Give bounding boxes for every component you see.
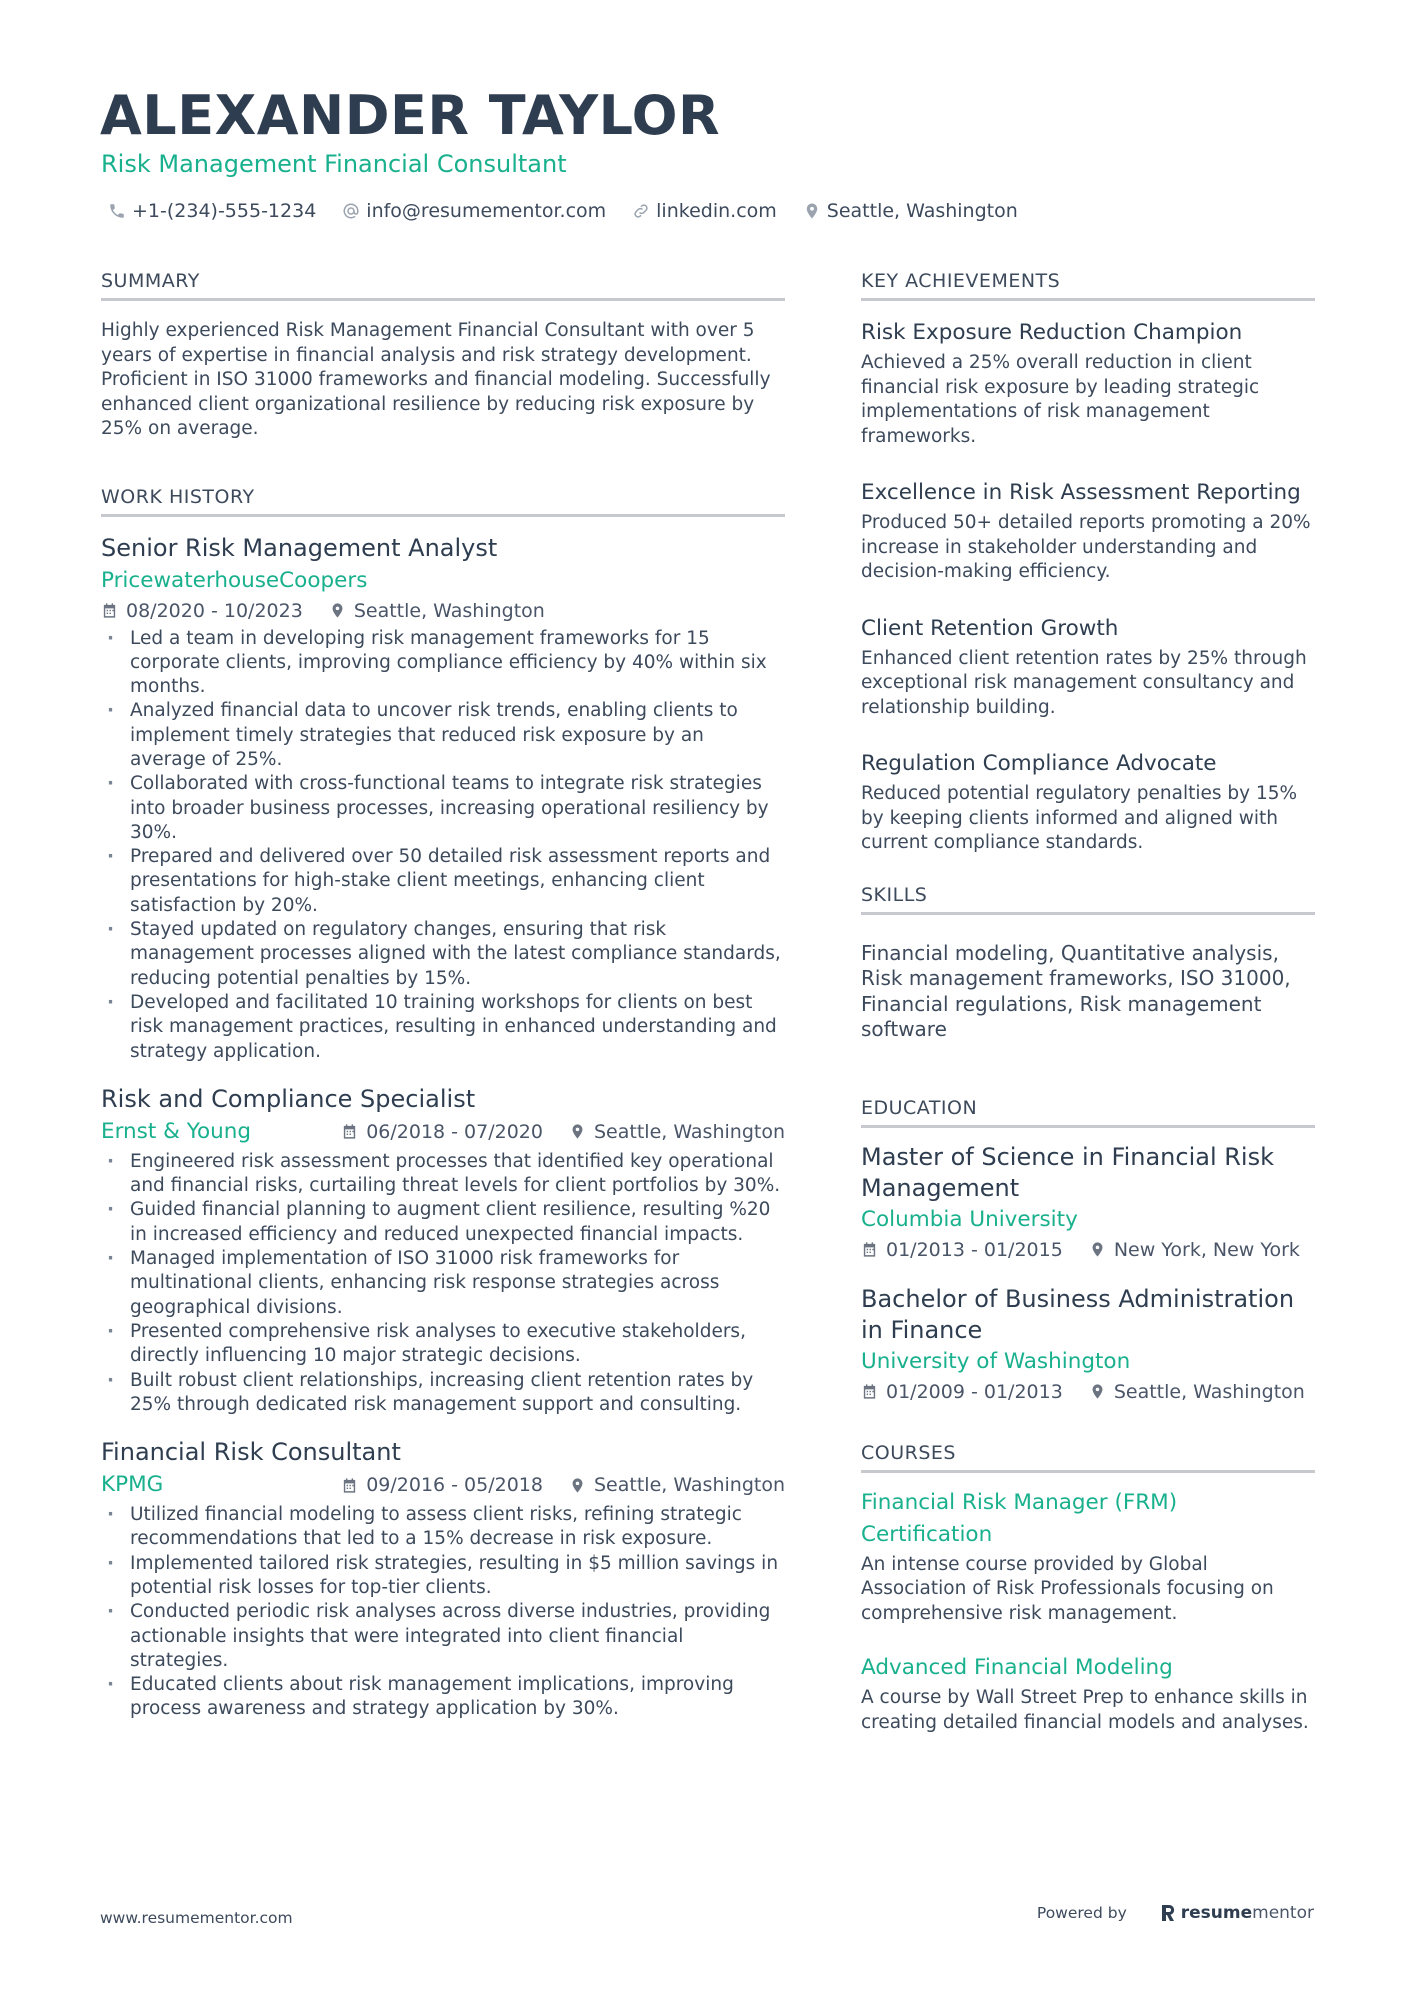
bullet-item: · Guided financial planning to augment client resilience, resulting %20 in increased efficiency and reduced unexpected financial impacts. [101, 1198, 785, 1247]
skills-text: Financial modeling, Quantitative analysis, Risk management frameworks, ISO 31000, Financial regulations, Risk management software [861, 940, 1291, 1041]
bullet-item: · Built robust client relationships, increasing client retention rates by 25% through dedicated risk management support and consulting. [101, 1369, 785, 1418]
section-title: EDUCATION [861, 1097, 1315, 1128]
job-bullets [101, 1503, 785, 1722]
location-pin-icon [1089, 1241, 1106, 1258]
location-text: Seattle, Washington [353, 599, 545, 622]
link-icon [632, 202, 650, 220]
course-title: Financial Risk Manager (FRM) Certification [861, 1489, 1178, 1547]
bullet-item: · Educated clients about risk management implications, improving process awareness and strategy application by 30%. [101, 1673, 785, 1722]
linkedin-text: linkedin.com [656, 200, 777, 222]
calendar-icon [861, 1241, 878, 1258]
course-item [861, 1487, 1315, 1627]
achievement-title: Risk Exposure Reduction Champion [861, 320, 1243, 345]
footer-website[interactable]: www.resumementor.com [100, 1909, 293, 1927]
education-location [1089, 1236, 1300, 1264]
location-text: Seattle, Washington [1113, 1380, 1305, 1403]
email-text: info@resumementor.com [366, 200, 607, 222]
brand-light: mentor [1252, 1903, 1314, 1923]
education-item [861, 1142, 1315, 1264]
degree-title: Bachelor of Business Administration in Finance [861, 1284, 1295, 1344]
calendar-icon [341, 1123, 358, 1140]
company-name: KPMG [101, 1472, 164, 1498]
school-name: University of Washington [861, 1348, 1131, 1374]
bullet-item: · Stayed updated on regulatory changes, ensuring that risk management processes aligned with the latest compliance standards, reducing potential penalties by 15%. [101, 918, 785, 991]
education-item [861, 1284, 1315, 1406]
calendar-icon [861, 1383, 878, 1400]
course-desc: A course by Wall Street Prep to enhance skills in creating detailed financial models and analyses. [861, 1687, 1309, 1733]
footer-branding [1037, 1903, 1314, 1923]
achievement-title: Excellence in Risk Assessment Reporting [861, 480, 1301, 505]
section-title: COURSES [861, 1442, 1315, 1473]
location-pin-icon [1089, 1383, 1106, 1400]
job-meta [101, 597, 785, 625]
achievement-desc: Enhanced client retention rates by 25% through exceptional risk management consultancy and relationship building. [861, 647, 1307, 718]
bullet-item: · Presented comprehensive risk analyses to executive stakeholders, directly influencing 10 major strategic decisions. [101, 1320, 785, 1369]
section-title: WORK HISTORY [101, 486, 785, 517]
bullet-item: · Implemented tailored risk strategies, resulting in $5 million savings in potential risk losses for top-tier clients. [101, 1552, 785, 1601]
dates-text: 01/2009 - 01/2013 [886, 1380, 1063, 1403]
achievement-item [861, 613, 1315, 721]
achievement-item [861, 477, 1315, 585]
bullet-item: · Collaborated with cross-functional teams to integrate risk strategies into broader business processes, increasing operational resiliency by 30%. [101, 772, 785, 845]
achievement-desc: Reduced potential regulatory penalties by 15% by keeping clients informed and aligned with current compliance standards. [861, 783, 1298, 853]
summary-section [101, 270, 785, 442]
job-bullets [101, 627, 785, 1064]
company-meta-row [101, 1469, 785, 1501]
bullet-item: · Led a team in developing risk management frameworks for 15 corporate clients, improving compliance efficiency by 40% within six months. [101, 627, 785, 700]
calendar-icon [341, 1477, 358, 1494]
education-location [1089, 1378, 1305, 1406]
bullet-item: · Engineered risk assessment processes that identified key operational and financial risks, curtailing threat levels for client portfolios by 30%. [101, 1150, 785, 1199]
job-title: Senior Risk Management Analyst [101, 533, 498, 562]
dates-text: 06/2018 - 07/2020 [366, 1120, 543, 1143]
job-location [569, 1118, 785, 1146]
summary-text: Highly experienced Risk Management Financial Consultant with over 5 years of expertise in financial analysis and risk strategy development. Proficient in ISO 31000 frameworks and financial modeling. Successfully enhanced client organizational resilience by reducing risk exposure by 25% on average. [101, 320, 771, 439]
job-dates [341, 1471, 543, 1499]
job-title: Risk and Compliance Specialist [101, 1084, 476, 1113]
company-name: Ernst & Young [101, 1118, 252, 1144]
job-entry [101, 1082, 785, 1417]
achievement-item [861, 748, 1315, 856]
achievement-item [861, 317, 1315, 449]
location-pin-icon [803, 202, 821, 220]
phone-text: +1-(234)-555-1234 [132, 200, 317, 222]
job-dates [341, 1118, 543, 1146]
candidate-name: ALEXANDER TAYLOR [100, 84, 721, 147]
powered-by-text: Powered by [1036, 1904, 1127, 1922]
contact-location [803, 200, 1018, 222]
education-dates [861, 1378, 1063, 1406]
job-meta [341, 1118, 785, 1146]
job-location [329, 597, 545, 625]
company-name: PricewaterhouseCoopers [101, 567, 368, 593]
candidate-role: Risk Management Financial Consultant [101, 150, 567, 178]
bullet-item: · Prepared and delivered over 50 detailed risk assessment reports and presentations for high-stake client meetings, enhancing client satisfaction by 20%. [101, 845, 785, 918]
brand-logo-icon [1159, 1903, 1177, 1923]
calendar-icon [101, 602, 118, 619]
location-text: New York, New York [1113, 1238, 1300, 1261]
location-text: Seattle, Washington [594, 1120, 785, 1143]
job-meta [341, 1471, 785, 1499]
dates-text: 01/2013 - 01/2015 [886, 1238, 1063, 1261]
phone-icon [108, 202, 126, 220]
location-pin-icon [329, 602, 346, 619]
contact-bar [108, 200, 1044, 222]
at-icon [342, 202, 360, 220]
course-desc: An intense course provided by Global Association of Risk Professionals focusing on comprehensive risk management. [861, 1553, 1274, 1624]
location-pin-icon [569, 1477, 586, 1494]
achievement-desc: Produced 50+ detailed reports promoting a 20% increase in stakeholder understanding and decision-making efficiency. [861, 512, 1311, 582]
job-dates [101, 597, 303, 625]
education-dates [861, 1236, 1063, 1264]
bullet-item: · Conducted periodic risk analyses across diverse industries, providing actionable insights that were integrated into client financial strategies. [101, 1600, 785, 1673]
achievement-desc: Achieved a 25% overall reduction in client financial risk exposure by leading strategic implementations of risk management frameworks. [861, 352, 1260, 447]
achievement-title: Client Retention Growth [861, 615, 1119, 641]
dates-text: 08/2020 - 10/2023 [126, 599, 303, 622]
right-column [861, 270, 1315, 1761]
work-history-section [101, 486, 785, 1722]
company-meta-row [101, 1116, 785, 1148]
education-section [861, 1097, 1315, 1406]
education-meta [861, 1378, 1315, 1406]
location-text: Seattle, Washington [826, 200, 1018, 222]
section-title: SKILLS [861, 884, 1315, 915]
job-title: Financial Risk Consultant [101, 1438, 401, 1467]
bullet-item: · Developed and facilitated 10 training workshops for clients on best risk management practices, resulting in enhanced understanding and strategy application. [101, 991, 785, 1064]
left-column [101, 270, 785, 1740]
bullet-item: · Utilized financial modeling to assess client risks, refining strategic recommendations that led to a 15% decrease in risk exposure. [101, 1503, 785, 1552]
bullet-item: · Managed implementation of ISO 31000 risk frameworks for multinational clients, enhancing risk response strategies across geographical divisions. [101, 1247, 785, 1320]
achievements-section [861, 270, 1315, 856]
location-text: Seattle, Washington [594, 1474, 785, 1497]
contact-email[interactable] [342, 200, 606, 222]
achievement-title: Regulation Compliance Advocate [861, 751, 1217, 776]
contact-linkedin[interactable] [632, 200, 777, 222]
courses-section [861, 1442, 1315, 1736]
bullet-item: · Analyzed financial data to uncover risk trends, enabling clients to implement timely strategies that reduced risk exposure by an average of 25%. [101, 699, 785, 772]
job-entry [101, 1435, 785, 1722]
job-location [569, 1471, 785, 1499]
school-name: Columbia University [861, 1206, 1078, 1232]
dates-text: 09/2016 - 05/2018 [366, 1474, 543, 1497]
location-pin-icon [569, 1123, 586, 1140]
job-bullets [101, 1150, 785, 1417]
contact-phone[interactable] [108, 200, 316, 222]
course-item [861, 1652, 1315, 1735]
course-title: Advanced Financial Modeling [861, 1655, 1173, 1680]
education-meta [861, 1236, 1315, 1264]
brand-bold: resume [1180, 1903, 1253, 1923]
degree-title: Master of Science in Financial Risk Management [861, 1142, 1274, 1202]
brand-logo[interactable] [1159, 1903, 1314, 1923]
skills-section [861, 884, 1315, 1043]
section-title: SUMMARY [101, 270, 785, 301]
section-title: KEY ACHIEVEMENTS [861, 270, 1315, 301]
job-entry [101, 531, 785, 1064]
